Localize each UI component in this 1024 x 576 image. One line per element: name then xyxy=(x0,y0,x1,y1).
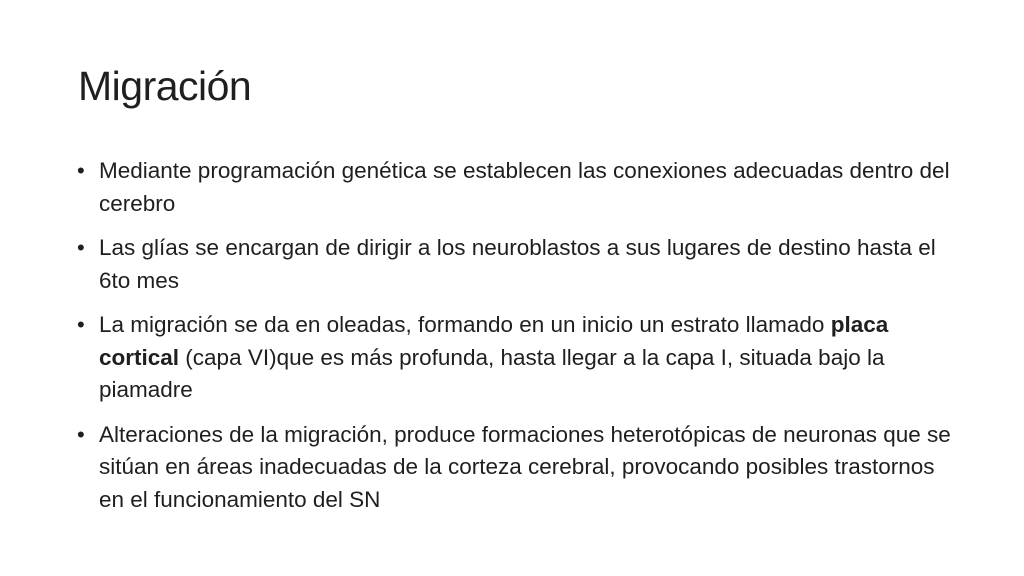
bullet-text: Alteraciones de la migración, produce formaciones heterotópicas de neuronas que se sitúan en áreas inadecuadas de la corteza cerebral, provocando posibles trastornos en el funcionamiento del SN xyxy=(99,421,951,512)
bullet-item xyxy=(74,309,954,407)
slide-title: Migración xyxy=(78,63,252,109)
bullet-text: Mediante programación genética se establecen las conexiones adecuadas dentro del cerebro xyxy=(99,158,950,216)
bullet-item xyxy=(74,232,954,297)
bullet-text-before: La migración se da en oleadas, formando en un inicio un estrato llamado xyxy=(99,312,831,337)
bullet-item xyxy=(74,419,954,517)
bullet-dot-icon: • xyxy=(77,421,85,447)
bullet-dot-icon: • xyxy=(77,235,85,260)
bullet-item xyxy=(74,155,954,220)
bullet-text-bold: placa cortical xyxy=(99,312,889,370)
bullet-text-after: (capa VI)que es más profunda, hasta llegar a la capa I, situada bajo la piamadre xyxy=(99,344,885,402)
bullet-dot-icon: • xyxy=(77,312,85,337)
bullet-dot-icon: • xyxy=(77,158,85,183)
bullet-list xyxy=(74,155,954,528)
bullet-text: Las glías se encargan de dirigir a los neuroblastos a sus lugares de destino hasta el 6to mes xyxy=(99,235,936,293)
